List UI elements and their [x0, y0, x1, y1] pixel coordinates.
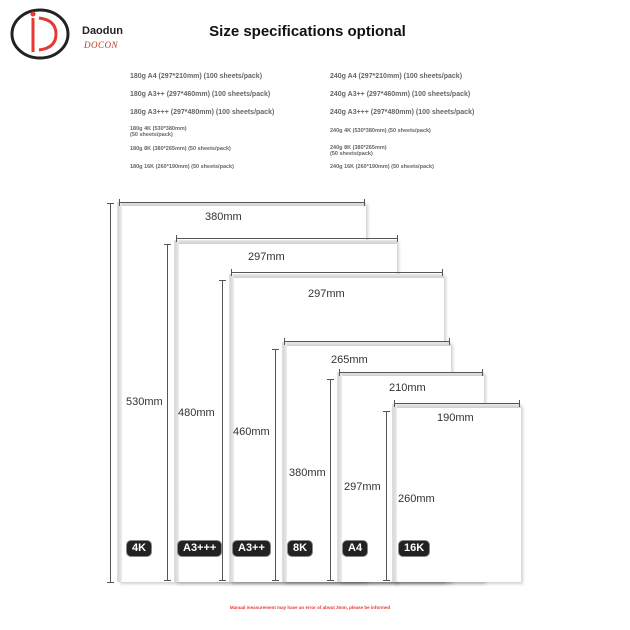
sheet-4k-height-line [110, 204, 111, 582]
spec-left-3: 180g A3+++ (297*480mm) (100 sheets/pack) [130, 109, 275, 116]
sheet-16k-width-label: 190mm [437, 412, 474, 424]
tag-8k: 8K [288, 541, 312, 556]
sheet-4k-width-label: 380mm [205, 211, 242, 223]
sheet-a4-width-line [340, 372, 482, 373]
sheet-a3-plus3-width-line [177, 238, 397, 239]
sheet-a3-plus2-height-label: 460mm [233, 426, 270, 438]
sheet-4k-left-edge [118, 202, 122, 582]
sheet-16k-top-edge [393, 404, 521, 408]
sheet-8k-width-line [285, 341, 449, 342]
spec-right-6: 240g 16K (260*190mm) (50 sheets/pack) [330, 164, 434, 170]
sheet-8k-left-edge [283, 342, 287, 582]
tag-4k: 4K [127, 541, 151, 556]
sheet-8k-top-edge [283, 342, 451, 346]
spec-left-6: 180g 16K (260*190mm) (50 sheets/pack) [130, 164, 234, 170]
spec-right-3: 240g A3+++ (297*480mm) (100 sheets/pack) [330, 109, 475, 116]
sheet-a3-plus2-width-label: 297mm [308, 288, 345, 300]
brand-name: Daodun [82, 25, 123, 37]
measurement-note: Manual measurement may have an error of about 3mm, please be informed [229, 605, 391, 610]
spec-right-5: 240g 8K (380*265mm) [330, 145, 387, 151]
brand-sub-logo: DOCON [84, 40, 119, 50]
sheet-a4-left-edge [338, 372, 342, 582]
sheet-16k-width-line [395, 403, 519, 404]
sheet-a3-plus3-width-label: 297mm [248, 251, 285, 263]
sheet-4k-width-line [120, 202, 364, 203]
spec-left-5: 180g 8K (380*265mm) (50 sheets/pack) [130, 146, 231, 152]
sheet-16k-left-edge [393, 404, 397, 582]
sheet-a4-height-label: 297mm [344, 481, 381, 493]
spec-right-1: 240g A4 (297*210mm) (100 sheets/pack) [330, 73, 463, 80]
sheet-a3-plus3-height-label: 480mm [178, 407, 215, 419]
sheet-a3-plus2-height-line [222, 281, 223, 580]
sheet-16k-height-label: 260mm [398, 493, 435, 505]
sheet-8k-width-label: 265mm [331, 354, 368, 366]
sheet-a3-plus2-width-line [232, 272, 442, 273]
sheet-8k-height-label: 380mm [289, 467, 326, 479]
spec-right-4: 240g 4K (530*380mm) (50 sheets/pack) [330, 128, 431, 134]
sheet-a4-height-line [330, 380, 331, 580]
spec-left-2: 180g A3++ (297*460mm) (100 sheets/pack) [130, 91, 271, 98]
tag-a3-plus2: A3++ [233, 541, 270, 556]
spec-left-1: 180g A4 (297*210mm) (100 sheets/pack) [130, 73, 263, 80]
sheet-a4-width-label: 210mm [389, 382, 426, 394]
tag-a4: A4 [343, 541, 367, 556]
sheet-a3-plus3-top-edge [175, 240, 397, 244]
tag-a3-plus3: A3+++ [178, 541, 221, 556]
tag-16k: 16K [399, 541, 429, 556]
sheet-a3-plus2-top-edge [230, 274, 444, 278]
sheet-4k-height-label: 530mm [126, 396, 163, 408]
spec-right-2: 240g A3++ (297*460mm) (100 sheets/pack) [330, 91, 471, 98]
spec-left-4: 180g 4K (530*380mm) [130, 126, 187, 132]
page-title: Size specifications optional [209, 23, 406, 40]
sheet-a3-plus3-height-line [167, 245, 168, 580]
spec-right-5b: (50 sheets/pack) [330, 151, 373, 157]
sheet-16k-height-line [386, 412, 387, 580]
spec-left-4b: (50 sheets/pack) [130, 132, 173, 138]
sheet-8k-height-line [275, 350, 276, 580]
